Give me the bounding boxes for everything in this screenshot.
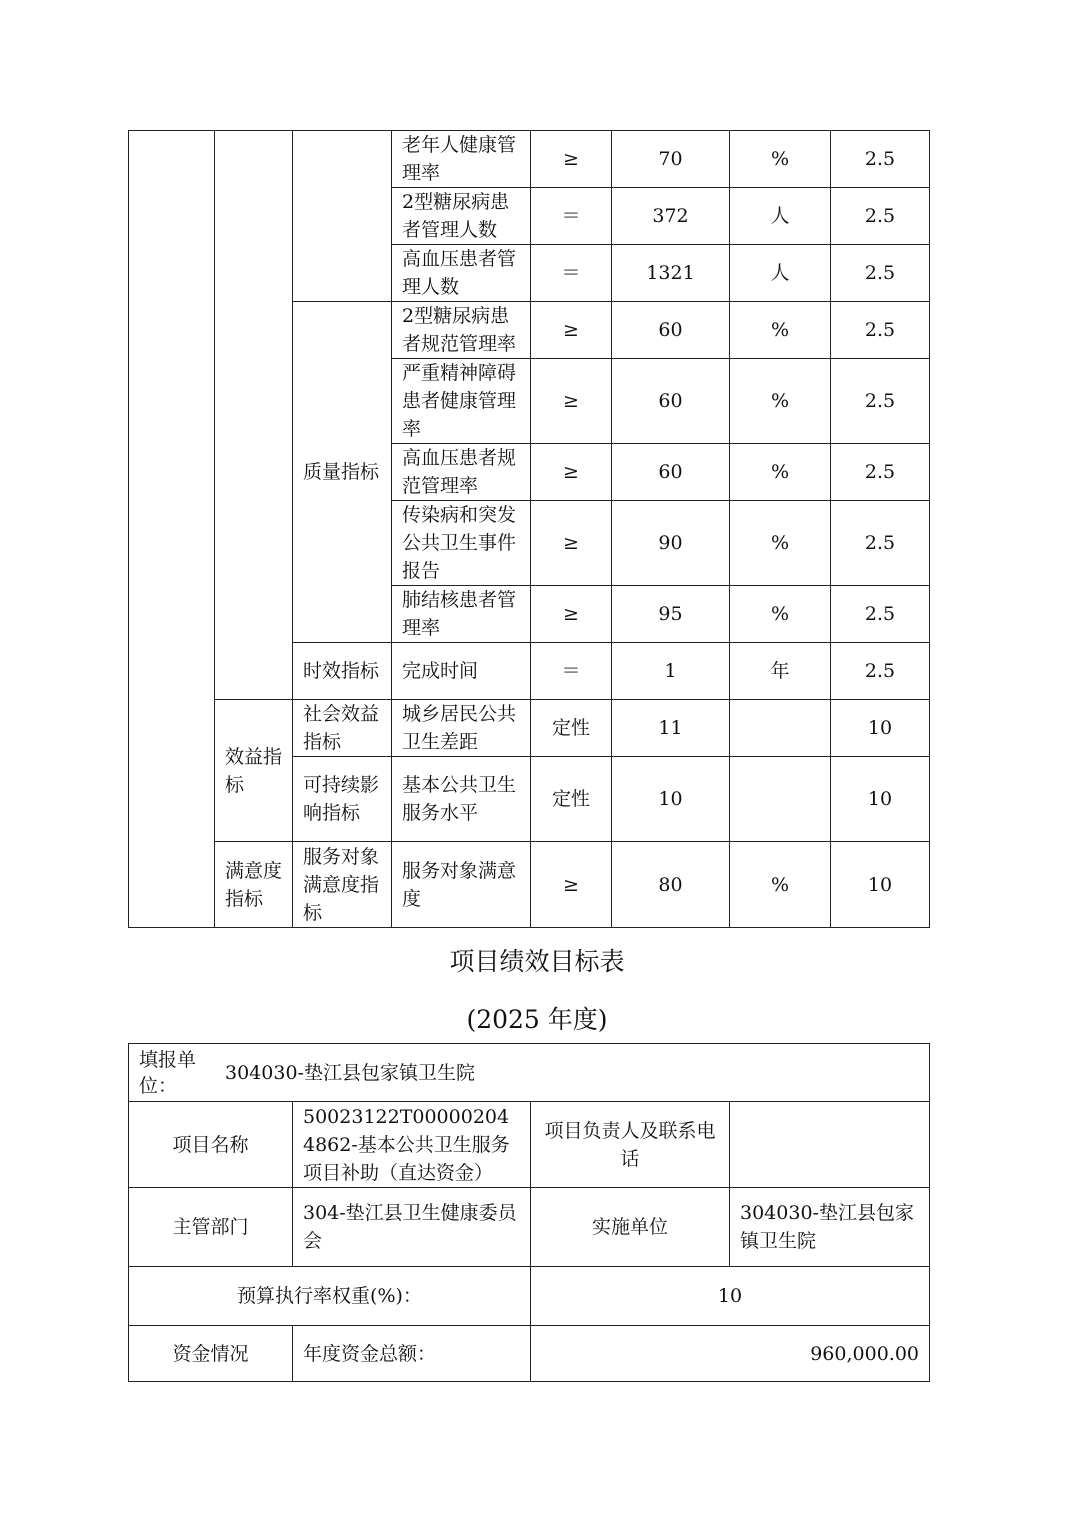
indicator-operator: ≥ <box>531 444 612 501</box>
indicator-unit: % <box>730 842 831 928</box>
reporting-unit-cell <box>129 1044 930 1102</box>
level3-social-cell: 社会效益指标 <box>293 700 392 757</box>
impl-unit-value: 304030-垫江县包家镇卫生院 <box>730 1188 930 1267</box>
annual-total-label: 年度资金总额： <box>293 1326 531 1382</box>
indicator-operator: ≥ <box>531 302 612 359</box>
indicator-score: 2.5 <box>831 444 930 501</box>
indicator-value: 70 <box>612 131 730 188</box>
table-row <box>129 700 930 757</box>
table-row <box>129 1044 930 1102</box>
level3-satisfaction-cell: 服务对象满意度指标 <box>293 842 392 928</box>
budget-weight-label: 预算执行率权重(%)： <box>129 1267 531 1326</box>
annual-total-value: 960,000.00 <box>531 1326 930 1382</box>
table-row <box>129 1102 930 1188</box>
indicator-name: 服务对象满意度 <box>392 842 531 928</box>
indicator-name: 城乡居民公共卫生差距 <box>392 700 531 757</box>
indicator-score: 2.5 <box>831 302 930 359</box>
indicator-name: 肺结核患者管理率 <box>392 586 531 643</box>
indicator-unit: % <box>730 302 831 359</box>
indicator-name: 基本公共卫生服务水平 <box>392 757 531 842</box>
indicator-score: 10 <box>831 842 930 928</box>
indicator-value: 10 <box>612 757 730 842</box>
dept-value: 304-垫江县卫生健康委员会 <box>293 1188 531 1267</box>
impl-unit-label: 实施单位 <box>531 1188 730 1267</box>
indicator-score: 2.5 <box>831 359 930 444</box>
indicator-table <box>128 130 930 928</box>
indicator-unit: % <box>730 444 831 501</box>
indicator-name: 2型糖尿病患者管理人数 <box>392 188 531 245</box>
indicator-name: 高血压患者管理人数 <box>392 245 531 302</box>
level2-benefit-cell: 效益指标 <box>215 700 293 842</box>
indicator-score: 2.5 <box>831 245 930 302</box>
indicator-score: 2.5 <box>831 131 930 188</box>
indicator-name: 完成时间 <box>392 643 531 700</box>
table-row <box>129 1188 930 1267</box>
indicator-unit: 年 <box>730 643 831 700</box>
indicator-operator: 定性 <box>531 757 612 842</box>
indicator-name: 严重精神障碍患者健康管理率 <box>392 359 531 444</box>
indicator-operator: ≥ <box>531 842 612 928</box>
indicator-score: 2.5 <box>831 586 930 643</box>
indicator-score: 10 <box>831 757 930 842</box>
budget-weight-value: 10 <box>531 1267 930 1326</box>
indicator-score: 2.5 <box>831 501 930 586</box>
table-row <box>129 842 930 928</box>
indicator-value: 60 <box>612 444 730 501</box>
page-subtitle-year: (2025 年度) <box>466 1005 608 1034</box>
indicator-operator: ＝ <box>531 643 612 700</box>
indicator-value: 80 <box>612 842 730 928</box>
indicator-name: 老年人健康管理率 <box>392 131 531 188</box>
indicator-unit <box>730 757 831 842</box>
indicator-value: 60 <box>612 359 730 444</box>
level2-output-cell <box>215 131 293 700</box>
level3-sustainable-cell: 可持续影响指标 <box>293 757 392 842</box>
indicator-value: 90 <box>612 501 730 586</box>
project-info-table <box>128 1043 930 1382</box>
indicator-name: 高血压患者规范管理率 <box>392 444 531 501</box>
dept-label: 主管部门 <box>129 1188 293 1267</box>
level3-quantity-cell <box>293 131 392 302</box>
indicator-operator: ＝ <box>531 188 612 245</box>
indicator-operator: ≥ <box>531 359 612 444</box>
indicator-value: 1321 <box>612 245 730 302</box>
indicator-score: 2.5 <box>831 643 930 700</box>
indicator-score: 10 <box>831 700 930 757</box>
level3-timeliness-cell: 时效指标 <box>293 643 392 700</box>
indicator-operator: 定性 <box>531 700 612 757</box>
indicator-unit: % <box>730 501 831 586</box>
table-row <box>129 131 930 188</box>
indicator-unit: 人 <box>730 245 831 302</box>
reporting-unit-value: 304030-垫江县包家镇卫生院 <box>225 1061 475 1084</box>
indicator-operator: ＝ <box>531 245 612 302</box>
indicator-unit <box>730 700 831 757</box>
contact-value <box>730 1102 930 1188</box>
indicator-operator: ≥ <box>531 586 612 643</box>
table-row <box>129 1267 930 1326</box>
funds-label: 资金情况 <box>129 1326 293 1382</box>
indicator-unit: % <box>730 586 831 643</box>
level2-satisfaction-cell: 满意度指标 <box>215 842 293 928</box>
indicator-score: 2.5 <box>831 188 930 245</box>
indicator-unit: % <box>730 359 831 444</box>
indicator-name: 传染病和突发公共卫生事件报告 <box>392 501 531 586</box>
project-name-label: 项目名称 <box>129 1102 293 1188</box>
contact-label: 项目负责人及联系电话 <box>531 1102 730 1188</box>
reporting-unit-label: 填报单位： <box>139 1048 197 1097</box>
indicator-value: 1 <box>612 643 730 700</box>
page-title: 项目绩效目标表 <box>449 947 625 976</box>
indicator-value: 11 <box>612 700 730 757</box>
indicator-unit: % <box>730 131 831 188</box>
level3-quality-cell: 质量指标 <box>293 302 392 643</box>
indicator-value: 95 <box>612 586 730 643</box>
indicator-operator: ≥ <box>531 131 612 188</box>
indicator-operator: ≥ <box>531 501 612 586</box>
indicator-value: 372 <box>612 188 730 245</box>
indicator-unit: 人 <box>730 188 831 245</box>
project-name-value: 50023122T000002044862-基本公共卫生服务项目补助（直达资金） <box>293 1102 531 1188</box>
indicator-value: 60 <box>612 302 730 359</box>
level1-cell <box>129 131 215 928</box>
table-row <box>129 1326 930 1382</box>
indicator-name: 2型糖尿病患者规范管理率 <box>392 302 531 359</box>
